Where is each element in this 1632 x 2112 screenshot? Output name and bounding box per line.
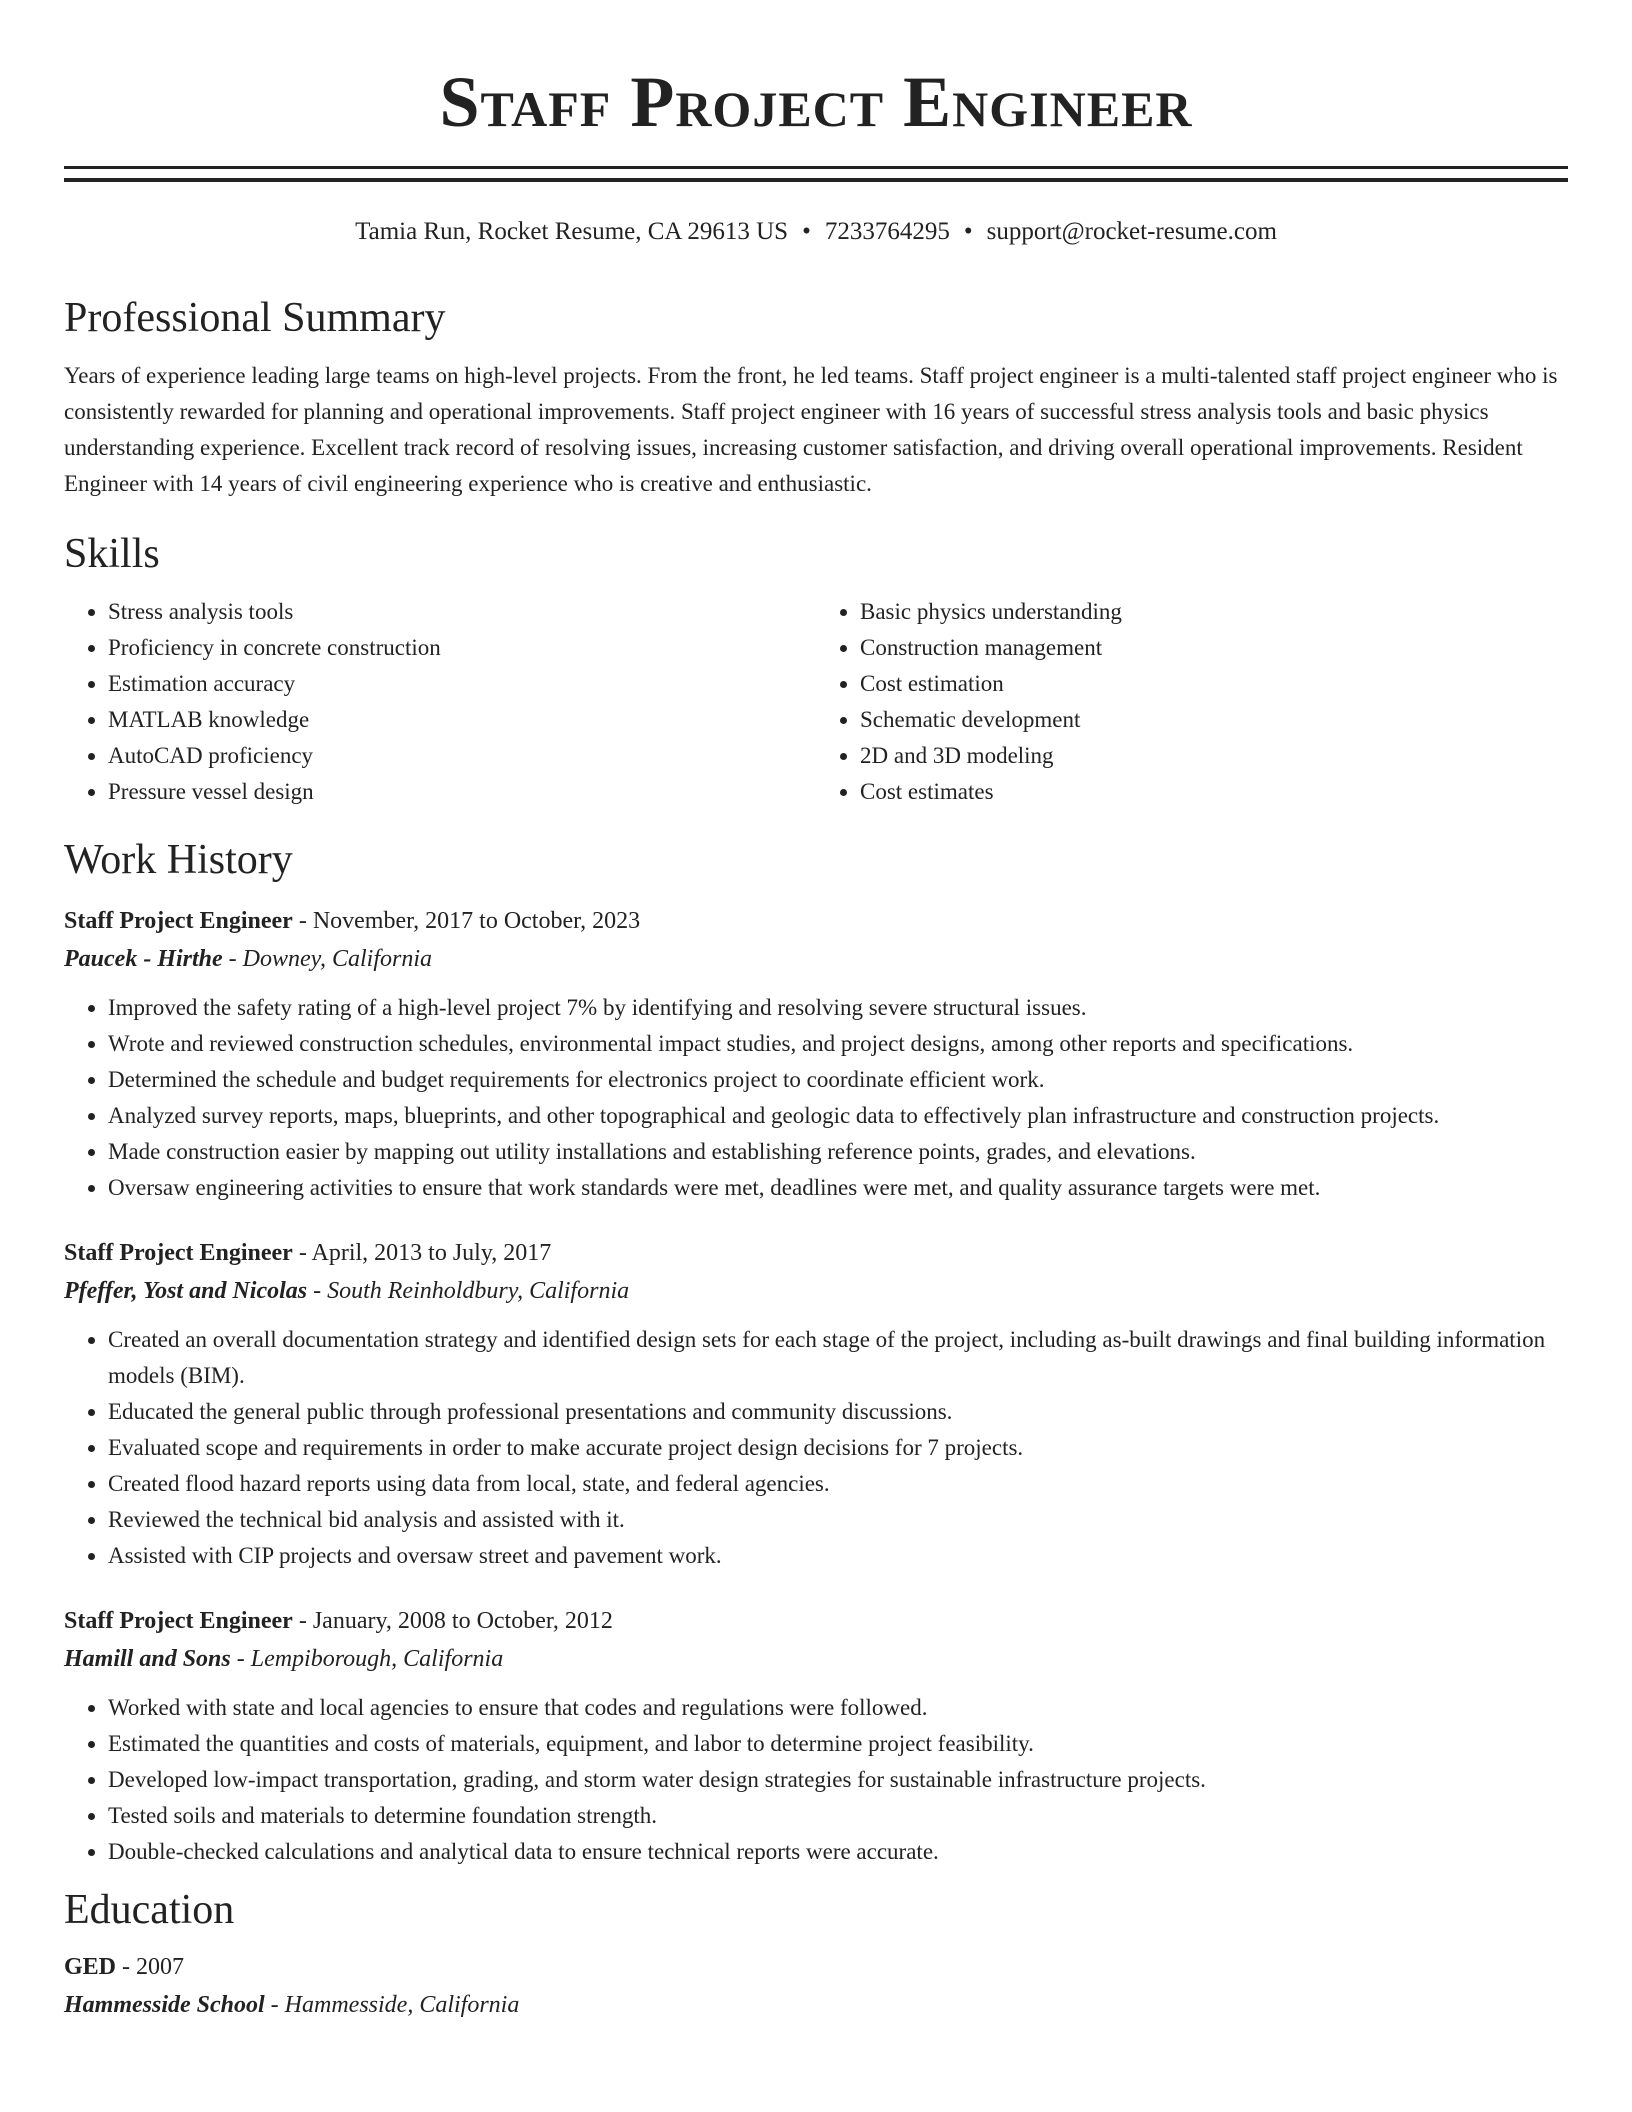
job-bullets <box>64 990 1568 1206</box>
education-degree: GED <box>64 1954 117 1980</box>
education-school: Hammesside School <box>64 1992 265 2018</box>
contact-address: Tamia Run, Rocket Resume, CA 29613 US <box>355 218 789 245</box>
job-bullet: • Wrote and reviewed construction schedules, environmental impact studies, and project designs, among other reports and specifications. <box>108 1026 1568 1062</box>
job-company: Hamill and Sons <box>64 1646 231 1672</box>
contact-email[interactable]: support@rocket-resume.com <box>986 218 1277 245</box>
skills-heading: Skills <box>64 531 160 577</box>
job-bullet: • Oversaw engineering activities to ensure that work standards were met, deadlines were met, and quality assurance targets were met. <box>108 1170 1568 1206</box>
job-bullet: • Created flood hazard reports using data from local, state, and federal agencies. <box>108 1466 1568 1502</box>
resume-name: Staff Project Engineer <box>439 62 1193 142</box>
job-bullet: • Improved the safety rating of a high-level project 7% by identifying and resolving severe structural issues. <box>108 990 1568 1026</box>
education-location: - Hammesside, California <box>264 1992 520 2018</box>
job-entry <box>64 902 1568 1206</box>
education-school-line <box>64 1986 1568 2024</box>
skill-item: • Cost estimation <box>860 666 1568 702</box>
skill-item: • Basic physics understanding <box>860 594 1568 630</box>
education-entry <box>64 1948 1568 2024</box>
education-degree-line <box>64 1948 1568 1986</box>
job-title-line <box>64 1234 1568 1272</box>
job-location: - Downey, California <box>222 946 432 972</box>
contact-separator: • <box>802 218 811 245</box>
job-bullet: • Determined the schedule and budget requirements for electronics project to coordinate efficient work. <box>108 1062 1568 1098</box>
job-dates: - November, 2017 to October, 2023 <box>292 908 641 934</box>
contact-phone[interactable]: 7233764295 <box>824 218 950 245</box>
job-bullet: • Developed low-impact transportation, grading, and storm water design strategies for sustainable infrastructure projects. <box>108 1762 1568 1798</box>
skill-item: • Estimation accuracy <box>108 666 816 702</box>
contact-separator: • <box>963 218 973 245</box>
job-bullets <box>64 1322 1568 1574</box>
job-bullet: • Tested soils and materials to determine foundation strength. <box>108 1798 1568 1834</box>
job-title: Staff Project Engineer <box>64 1608 293 1634</box>
job-title-line <box>64 902 1568 940</box>
education-heading: Education <box>64 1887 235 1933</box>
job-bullet: • Educated the general public through professional presentations and community discussions. <box>108 1394 1568 1430</box>
skill-item: • Proficiency in concrete construction <box>108 630 816 666</box>
skills-column-right <box>816 594 1568 810</box>
job-company: Paucek - Hirthe <box>64 946 223 972</box>
skill-item: • Pressure vessel design <box>108 774 816 810</box>
job-bullet: • Evaluated scope and requirements in order to make accurate project design decisions for 7 projects. <box>108 1430 1568 1466</box>
skills-column-left <box>64 594 816 810</box>
contact-info <box>64 216 1568 248</box>
skill-item: • Stress analysis tools <box>108 594 816 630</box>
job-title: Staff Project Engineer <box>64 1240 293 1266</box>
job-company: Pfeffer, Yost and Nicolas <box>64 1278 308 1304</box>
job-bullet: • Estimated the quantities and costs of materials, equipment, and labor to determine project feasibility. <box>108 1726 1568 1762</box>
job-entry <box>64 1234 1568 1574</box>
skill-item: • MATLAB knowledge <box>108 702 816 738</box>
job-company-line <box>64 1272 1568 1310</box>
job-entry <box>64 1602 1568 1870</box>
skill-item: • 2D and 3D modeling <box>860 738 1568 774</box>
job-bullet: • Analyzed survey reports, maps, blueprints, and other topographical and geologic data to effectively plan infrastructure and construction projects. <box>108 1098 1568 1134</box>
skill-item: • Construction management <box>860 630 1568 666</box>
skill-item: • AutoCAD proficiency <box>108 738 816 774</box>
job-location: - South Reinholdbury, California <box>307 1278 630 1304</box>
education-year: - 2007 <box>116 1954 185 1980</box>
job-bullet: • Made construction easier by mapping out utility installations and establishing reference points, grades, and elevations. <box>108 1134 1568 1170</box>
skills-list <box>64 594 1568 810</box>
job-title-line <box>64 1602 1568 1640</box>
job-bullets <box>64 1690 1568 1870</box>
header-divider <box>64 166 1568 182</box>
summary-text: Years of experience leading large teams on high-level projects. From the front, he led teams. Staff project engineer is a multi-talented staff project engineer who is consistently rewarded for planning and operational improvements. Staff project engineer with 16 years of successful stress analysis tools and basic physics understanding experience. Excellent track record of resolving issues, increasing customer satisfaction, and driving overall operational improvements. Resident Engineer with 14 years of civil engineering experience who is creative and enthusiastic. <box>64 363 1558 496</box>
job-bullet: • Double-checked calculations and analytical data to ensure technical reports were accurate. <box>108 1834 1568 1870</box>
job-title: Staff Project Engineer <box>64 908 293 934</box>
job-location: - Lempiborough, California <box>230 1646 504 1672</box>
job-company-line <box>64 940 1568 978</box>
skill-item: • Schematic development <box>860 702 1568 738</box>
job-dates: - January, 2008 to October, 2012 <box>292 1608 613 1634</box>
work-history-heading: Work History <box>64 837 293 883</box>
job-company-line <box>64 1640 1568 1678</box>
job-dates: - April, 2013 to July, 2017 <box>292 1240 552 1266</box>
job-bullet: • Assisted with CIP projects and oversaw street and pavement work. <box>108 1538 1568 1574</box>
skill-item: • Cost estimates <box>860 774 1568 810</box>
summary-heading: Professional Summary <box>64 295 446 341</box>
job-bullet: • Created an overall documentation strategy and identified design sets for each stage of the project, including as-built drawings and final building information models (BIM). <box>108 1322 1568 1394</box>
job-bullet: • Worked with state and local agencies to ensure that codes and regulations were followed. <box>108 1690 1568 1726</box>
job-bullet: • Reviewed the technical bid analysis and assisted with it. <box>108 1502 1568 1538</box>
